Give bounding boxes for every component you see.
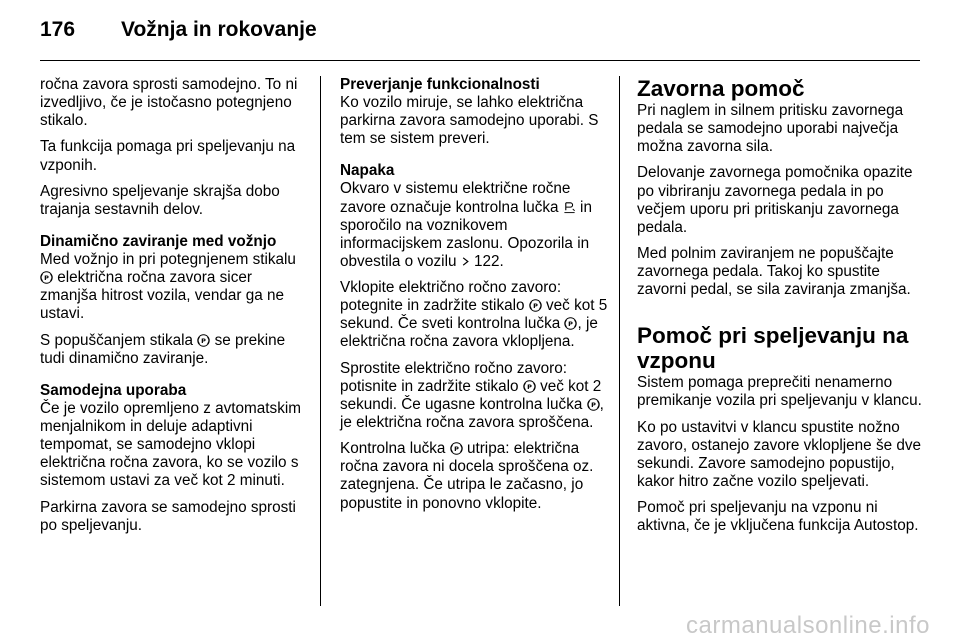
svg-text:P: P <box>590 400 596 409</box>
paragraph: Preverjanje funkcionalnosti Ko vozilo miruje, se lahko električna parkirna zavora samodejno uporabi. S tem se sistem preveri. <box>340 76 608 148</box>
page-header <box>40 18 920 58</box>
column-divider <box>320 76 321 606</box>
page-reference-arrow-icon <box>461 255 470 268</box>
page-number: 176 <box>40 18 76 41</box>
parking-brake-icon <box>529 299 542 312</box>
paragraph: Sprostite električno ročno zavoro: potisnite in zadržite stikalo P več kot 2 sekundi. Če ugasne kontrolna lučka P , je električna ročna zavora sproščena. <box>340 359 604 431</box>
paragraph: Samodejna uporaba Če je vozilo opremljeno z avtomatskim menjalnikom in deluje adaptivni tempomat, se samodejno vklopi električna ročna zavora, ko se vozilo s sistemom ustavi za več kot 2 minuti. <box>40 382 310 491</box>
paragraph: Kontrolna lučka P utripa: električna ročna zavora ni docela sproščena oz. zategnjena. Če utripa le začasno, jo popustite in ponovno vklopite. <box>340 440 594 512</box>
parking-brake-icon <box>564 317 577 330</box>
svg-text:P: P <box>201 336 207 345</box>
paragraph: Ta funkcija pomaga pri speljevanju na vzponih. <box>40 138 296 174</box>
parking-brake-icon <box>450 442 463 455</box>
section-title: Pomoč pri speljevanju na vzponu <box>637 323 909 374</box>
paragraph: Napaka Okvaro v sistemu električne ročne zavore označuje kontrolna lučka in sporočilo na voznikovem informacijskem zaslonu. Opozorila in obvestila o vozilu 122. <box>340 162 608 271</box>
header-rule <box>40 60 920 61</box>
running-title: Vožnja in rokovanje <box>121 18 317 41</box>
column-divider <box>619 76 620 606</box>
svg-text:P: P <box>526 382 532 391</box>
column-3 <box>637 76 922 544</box>
paragraph: Ko po ustavitvi v klancu spustite nožno zavoro, ostanejo zavore vklopljene še dve sekundi. Zavore samodejno popustijo, kakor hitro začne vozilo speljevati. <box>637 418 922 490</box>
brake-fault-icon <box>563 201 576 214</box>
svg-text:P: P <box>44 274 49 283</box>
paragraph: Dinamično zaviranje med vožnjo Med vožnjo in pri potegnjenem stikalu P električna ročna zavora sicer zmanjša hitrost vozila, vendar ga ne ustavi. <box>40 233 310 323</box>
paragraph: Med polnim zaviranjem ne popuščajte zavornega pedala. Takoj ko spustite zavorni pedal, se sila zaviranja zmanjša. <box>637 245 911 299</box>
watermark: carmanualsonline.info <box>686 612 930 639</box>
parking-brake-icon <box>40 271 53 284</box>
parking-brake-icon <box>587 398 600 411</box>
paragraph: Delovanje zavornega pomočnika opazite po vibriranju zavornega pedala in po večjem uporu pri pritiskanju zavornega pedala. <box>637 164 913 236</box>
section-heading: Preverjanje funkcionalnosti <box>340 76 540 93</box>
paragraph: Sistem pomaga preprečiti nenamerno premikanje vozila pri speljevanju v klancu. <box>637 374 922 410</box>
parking-brake-icon <box>197 334 210 347</box>
paragraph: ročna zavora sprosti samodejno. To ni izvedljivo, če je istočasno potegnjeno stikalo. <box>40 76 298 130</box>
section-heading: Dinamično zaviranje med vožnjo <box>40 233 277 251</box>
paragraph: Pomoč pri speljevanju na vzponu ni aktivna, če je vključena funkcija Autostop. <box>637 499 919 535</box>
section-heading: Napaka <box>340 162 395 180</box>
section-heading: Samodejna uporaba <box>40 381 187 399</box>
paragraph: Vklopite električno ročno zavoro: potegnite in zadržite stikalo P več kot 5 sekund. Če sveti kontrolna lučka P , je električna ročna zavora vklopljena. <box>340 279 608 351</box>
column-1 <box>40 76 310 543</box>
paragraph: Pri naglem in silnem pritisku zavornega pedala se samodejno uporabi največja možna zavorna sila. <box>637 102 904 156</box>
paragraph: Parkirna zavora se samodejno sprosti po speljevanju. <box>40 498 296 534</box>
column-2 <box>340 76 608 521</box>
section-title: Zavorna pomoč <box>637 76 805 101</box>
paragraph: Agresivno speljevanje skrajša dobo trajanja sestavnih delov. <box>40 182 280 218</box>
paragraph: S popuščanjem stikala P se prekine tudi dinamično zaviranje. <box>40 331 286 367</box>
svg-text:P: P <box>532 302 538 311</box>
svg-text:P: P <box>453 445 459 454</box>
svg-text:P: P <box>568 320 574 329</box>
parking-brake-icon <box>523 380 536 393</box>
